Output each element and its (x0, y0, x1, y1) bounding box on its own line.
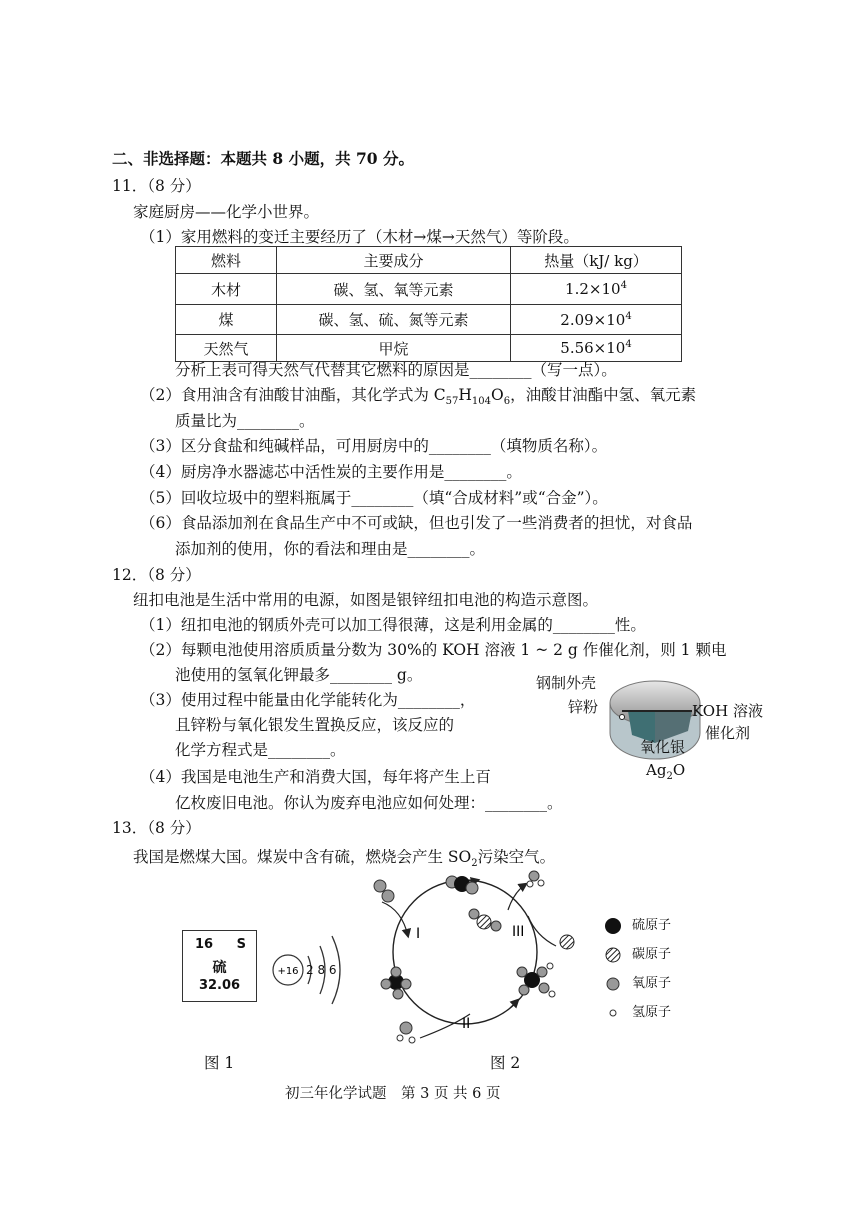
legend-oxygen-label: 氧原子 (632, 976, 672, 991)
q13-heading: 13．（8 分） (112, 819, 201, 837)
oxygen-atom (382, 890, 394, 902)
label-ag2o: $Ag_2O$ (646, 761, 686, 782)
legend-oxygen-icon (607, 978, 619, 990)
q11-part2: （2）食用油含有油酸甘油酯，其化学式为 $C_{57}H_{104}O_6$，油酸甘油酯中氢、氧元素 (140, 386, 697, 408)
table-cell-composition: 碳、氢、氧等元素 (277, 274, 511, 305)
atom-legend-icons (600, 915, 626, 1021)
table-header-row (176, 247, 682, 274)
oxygen-atom (529, 871, 539, 881)
sulfur-element-cell (182, 930, 257, 1002)
q11-heading: 11．（8 分） (112, 177, 201, 195)
nucleus-charge: +16 (277, 966, 299, 977)
hydrogen-atom (547, 963, 553, 969)
q12-part3: （3）使用过程中能量由化学能转化为________， (140, 691, 476, 709)
oxygen-atom (400, 1022, 412, 1034)
oxygen-atom (466, 882, 478, 894)
legend-carbon-label: 碳原子 (632, 947, 672, 962)
carbon-atom (477, 915, 491, 929)
q12-heading: 12．（8 分） (112, 566, 201, 584)
oxygen-atom (491, 921, 501, 931)
label-koh-solution: KOH 溶液 (692, 702, 763, 720)
element-name: 硫 (212, 960, 227, 976)
carbon-atom (560, 935, 574, 949)
zinc-marker (620, 715, 625, 720)
fuel-table (175, 246, 682, 362)
legend-carbon-icon (606, 948, 620, 962)
legend-sulfur-icon (605, 918, 621, 934)
q11-part6: （6）食品添加剂在食品生产中不可或缺，但也引发了一些消费者的担忧，对食品 (140, 514, 693, 532)
table-row (176, 305, 682, 335)
label-catalyst: 催化剂 (705, 724, 751, 742)
q12-intro: 纽扣电池是生活中常用的电源，如图是银锌纽扣电池的构造示意图。 (133, 591, 599, 609)
q11-intro: 家庭厨房——化学小世界。 (133, 203, 320, 221)
q11-part6-cont: 添加剂的使用，你的看法和理由是________。 (175, 540, 486, 558)
q12-part2-cont: 池使用的氢氧化钾最多________ g。 (175, 666, 423, 684)
section-title: 二、非选择题：本题共 8 小题，共 70 分。 (112, 149, 414, 168)
step-label-3: III (512, 924, 525, 940)
label-silver-oxide: 氧化银 (640, 738, 686, 756)
q12-part4-cont: 亿枚废旧电池。你认为废弃电池应如何处理：________。 (175, 794, 563, 812)
label-zinc-powder: 锌粉 (568, 698, 599, 716)
q12-part3-cont2: 化学方程式是________。 (175, 741, 346, 759)
q12-part4: （4）我国是电池生产和消费大国，每年将产生上百 (140, 768, 491, 786)
table-header-cell: 热量（kJ/ kg） (511, 247, 682, 274)
oxygen-atom (374, 880, 386, 892)
legend-hydrogen-label: 氢原子 (632, 1005, 672, 1020)
ring-arrow (510, 1000, 518, 1008)
oxygen-atom (401, 979, 411, 989)
q11-part5: （5）回收垃圾中的塑料瓶属于________（填“合成材料”或“合金”）。 (140, 489, 608, 507)
oxygen-atom (469, 909, 479, 919)
table-cell-fuel: 天然气 (176, 335, 277, 362)
table-row (176, 274, 682, 305)
legend-sulfur-label: 硫原子 (632, 918, 672, 933)
q11-analysis: 分析上表可得天然气代替其它燃料的原因是________（写一点）。 (175, 361, 617, 379)
table-row (176, 335, 682, 362)
oxygen-atom (519, 985, 529, 995)
oxygen-atom (517, 967, 527, 977)
q12-part3-cont: 且锌粉与氧化银发生置换反应，该反应的 (175, 716, 455, 734)
oxygen-atom (381, 979, 391, 989)
table-cell-composition: 甲烷 (277, 335, 511, 362)
q12-part2: （2）每颗电池使用溶质质量分数为 30%的 KOH 溶液 1 ~ 2 g 作催化剂，则 1 颗电 (140, 641, 727, 659)
q11-part2-cont: 质量比为________。 (175, 412, 315, 430)
atomic-mass: 32.06 (198, 978, 241, 993)
page-footer: 初三年化学试题 第 3 页 共 6 页 (285, 1086, 501, 1102)
step-label-1: I (416, 926, 421, 942)
hydrogen-atom (527, 881, 533, 887)
oxygen-atom (539, 983, 549, 993)
oxygen-atom (391, 967, 401, 977)
hydrogen-atom (538, 880, 544, 886)
hydrogen-atom (409, 1037, 415, 1043)
table-cell-fuel: 木材 (176, 274, 277, 305)
hydrogen-atom (397, 1035, 403, 1041)
table-header-cell: 主要成分 (277, 247, 511, 274)
electron-config: 2 8 6 (306, 963, 337, 977)
hydrogen-atom (549, 991, 555, 997)
q13-intro: 我国是燃煤大国。煤炭中含有硫，燃烧会产生 $SO_2$污染空气。 (133, 848, 556, 870)
atomic-number: 16 (195, 937, 214, 952)
table-cell-heat: $2.09\times 10^4$ (511, 305, 682, 335)
table-cell-heat: $5.56\times 10^4$ (511, 335, 682, 362)
figure1-caption: 图 1 (204, 1054, 235, 1072)
q12-part1: （1）纽扣电池的钢质外壳可以加工得很薄，这是利用金属的________性。 (140, 616, 646, 634)
q11-part3: （3）区分食盐和纯碱样品，可用厨房中的________（填物质名称）。 (140, 437, 608, 455)
legend-hydrogen-icon (610, 1010, 616, 1016)
table-header-cell: 燃料 (176, 247, 277, 274)
q11-part4: （4）厨房净水器滤芯中活性炭的主要作用是________。 (140, 463, 522, 481)
reaction-cycle-diagram (360, 866, 610, 1051)
table-cell-composition: 碳、氢、硫、氮等元素 (277, 305, 511, 335)
label-steel-shell: 钢制外壳 (536, 674, 597, 692)
arrow-step-3-in (528, 916, 556, 946)
element-symbol: S (236, 937, 246, 952)
arrow-step-1 (382, 902, 408, 936)
figure2-caption: 图 2 (490, 1054, 521, 1072)
table-cell-heat: $1.2\times 10^4$ (511, 274, 682, 305)
q11-part1: （1）家用燃料的变迁主要经历了（木材→煤→天然气）等阶段。 (140, 228, 579, 246)
oxygen-atom (393, 989, 403, 999)
table-cell-fuel: 煤 (176, 305, 277, 335)
oxygen-atom (537, 967, 547, 977)
step-label-2: II (462, 1016, 471, 1032)
